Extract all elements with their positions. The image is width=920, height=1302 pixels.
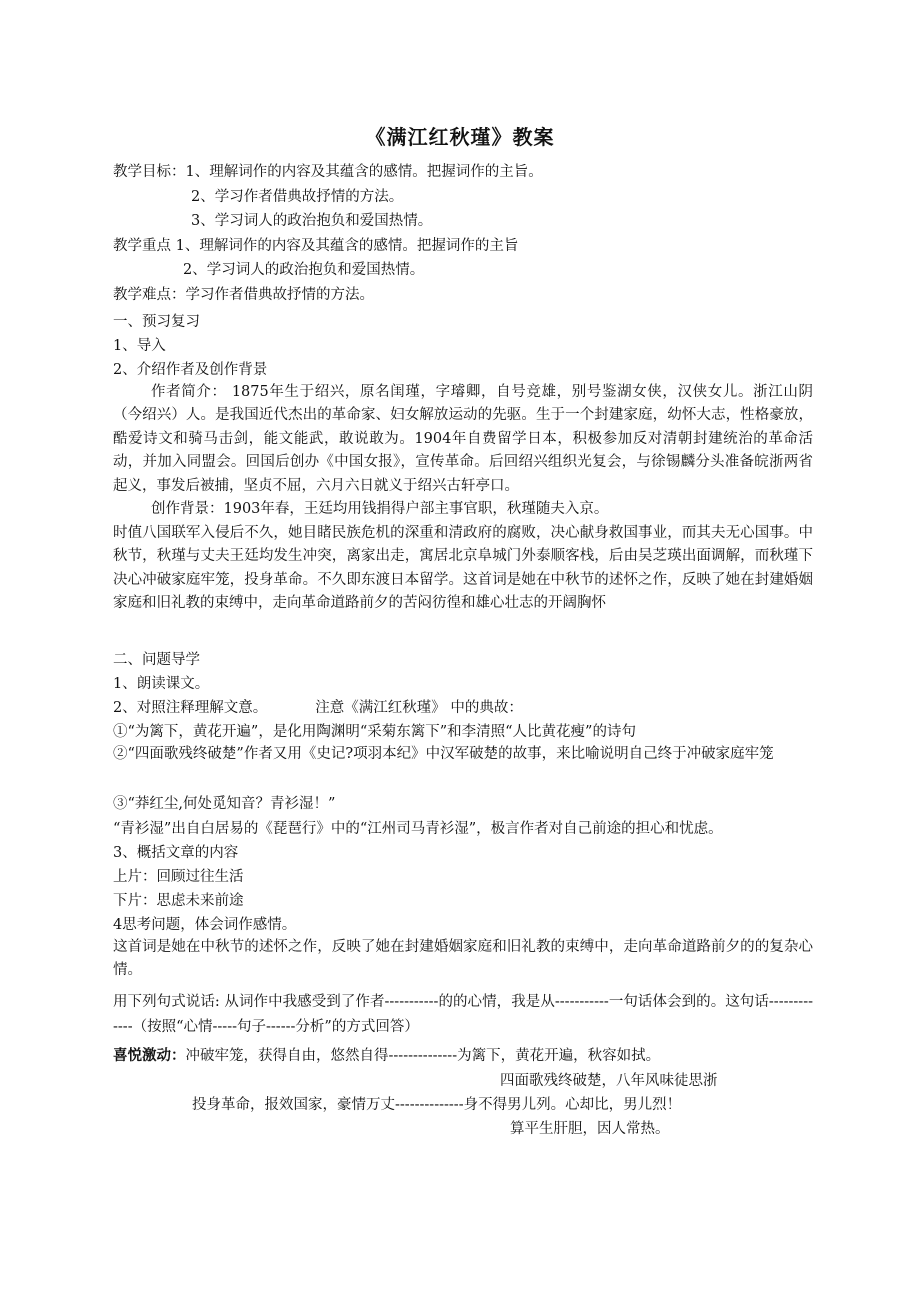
joy-line-3: 投身革命，报效国家，豪情万丈--------------身不得男儿列。心却比，男儿烈！ [192,1097,682,1113]
section-2-step-2-text: 2、对照注释理解文意。 [113,700,268,716]
joy-line-4: 算平生肝胆，因人常热。 [510,1121,670,1137]
section-1-heading: 一、预习复习 [113,314,200,330]
teaching-goal-3: 3、学习词人的政治抱负和爱国热情。 [191,213,433,229]
upper-stanza-summary: 上片：回顾过往生活 [113,869,244,885]
allusion-3-explanation: “青衫湿”出自白居易的《琵琶行》中的“江州司马青衫湿”，极言作者对自己前途的担心和忧虑。 [113,821,723,837]
allusion-1: ①“为篱下，黄花开遍”，是化用陶渊明“采菊东篱下”和李清照“人比黄花瘦”的诗句 [113,724,636,740]
section-2-step-4: 4思考问题，体会词作感情。 [113,917,297,933]
teaching-difficulty: 教学难点：学习作者借典故抒情的方法。 [113,287,374,303]
teaching-goals-label: 教学目标： [113,164,186,180]
teaching-focus-row [113,236,518,256]
speaking-pattern: 用下列句式说话: 从词作中我感受到了作者-----------的的心情，我是从-----------一句话体会到的。这句话-------------（按照“心情-----句子------分析”的方式回答） [113,994,813,1035]
teaching-goal-2: 2、学习作者借典故抒情的方法。 [191,189,404,205]
emotion-paragraph: 这首词是她在中秋节的述怀之作，反映了她在封建婚姻家庭和旧礼教的束缚中，走向革命道路前夕的的复杂心情。 [113,939,813,979]
section-2-step-3: 3、概括文章的内容 [113,845,239,861]
lower-stanza-summary: 下片：思虑未来前途 [113,893,244,909]
background-paragraph: 时值八国联军入侵后不久，她目睹民族危机的深重和清政府的腐败，决心献身救国事业，而其夫无心国事。中秋节，秋瑾与丈夫王廷均发生冲突，离家出走，寓居北京阜城门外泰顺客栈，后由吴芝瑛出面调解，而秋瑾下决心冲破家庭牢笼，投身革命。不久即东渡日本留学。这首词是她在中秋节的述怀之作，反映了她在封建婚姻家庭和旧礼教的束缚中，走向革命道路前夕的苦闷彷徨和雄心壮志的开阔胸怀 [113,525,813,612]
allusion-2: ②“四面歌残终破楚”作者又用《史记?项羽本纪》中汉军破楚的故事，来比喻说明自己终于冲破家庭牢笼 [113,746,774,762]
teaching-focus-1: 1、理解词作的内容及其蕴含的感情。把握词作的主旨 [175,238,519,254]
teaching-goal-1: 1、理解词作的内容及其蕴含的感情。把握词作的主旨。 [185,164,543,180]
document-title: 《满江红秋瑾》教案 [365,125,555,149]
teaching-focus-label: 教学重点 [113,238,171,254]
joy-line-1: 冲破牢笼，获得自由，悠然自得--------------为篱下，黄花开遍，秋容如拭。 [185,1048,661,1064]
section-2-step-1: 1、朗读课文。 [113,676,210,692]
section-1-step-1: 1、导入 [113,338,166,354]
section-2-heading: 二、问题导学 [113,652,200,668]
author-bio: 作者简介： 1875年生于绍兴，原名闺瑾，字璿卿，自号竞雄，别号鉴湖女侠，汉侠女儿。浙江山阴（今绍兴）人。是我国近代杰出的革命家、妇女解放运动的先驱。生于一个封建家庭，幼怀大志，性格豪放，酷爱诗文和骑马击剑，能文能武，敢说敢为。1904年自费留学日本，积极参加反对清朝封建统治的革命活动，并加入同盟会。回国后创办《中国女报》，宣传革命。后回绍兴组织光复会，与徐锡麟分头准备皖浙两省起义，事发后被捕，坚贞不屈，六月六日就义于绍兴古轩亭口。 [113,384,813,494]
allusion-3: ③“莽红尘,何处觅知音？青衫湿！” [113,796,336,812]
allusion-note: 注意《满江红秋瑾》 中的典故： [315,700,523,716]
teaching-focus-2: 2、学习词人的政治抱负和爱国热情。 [183,262,425,278]
section-1-step-2: 2、介绍作者及创作背景 [113,362,268,378]
section-2-step-2 [113,698,523,718]
joy-line-2: 四面歌残终破楚，八年风味徒思浙 [500,1073,718,1089]
background-line: 创作背景：1903年春，王廷均用钱捐得户部主事官职，秋瑾随夫入京。 [151,501,609,517]
teaching-goals-row [113,162,543,182]
joy-row-1 [113,1046,660,1066]
joy-label: 喜悦激动： [113,1048,186,1064]
